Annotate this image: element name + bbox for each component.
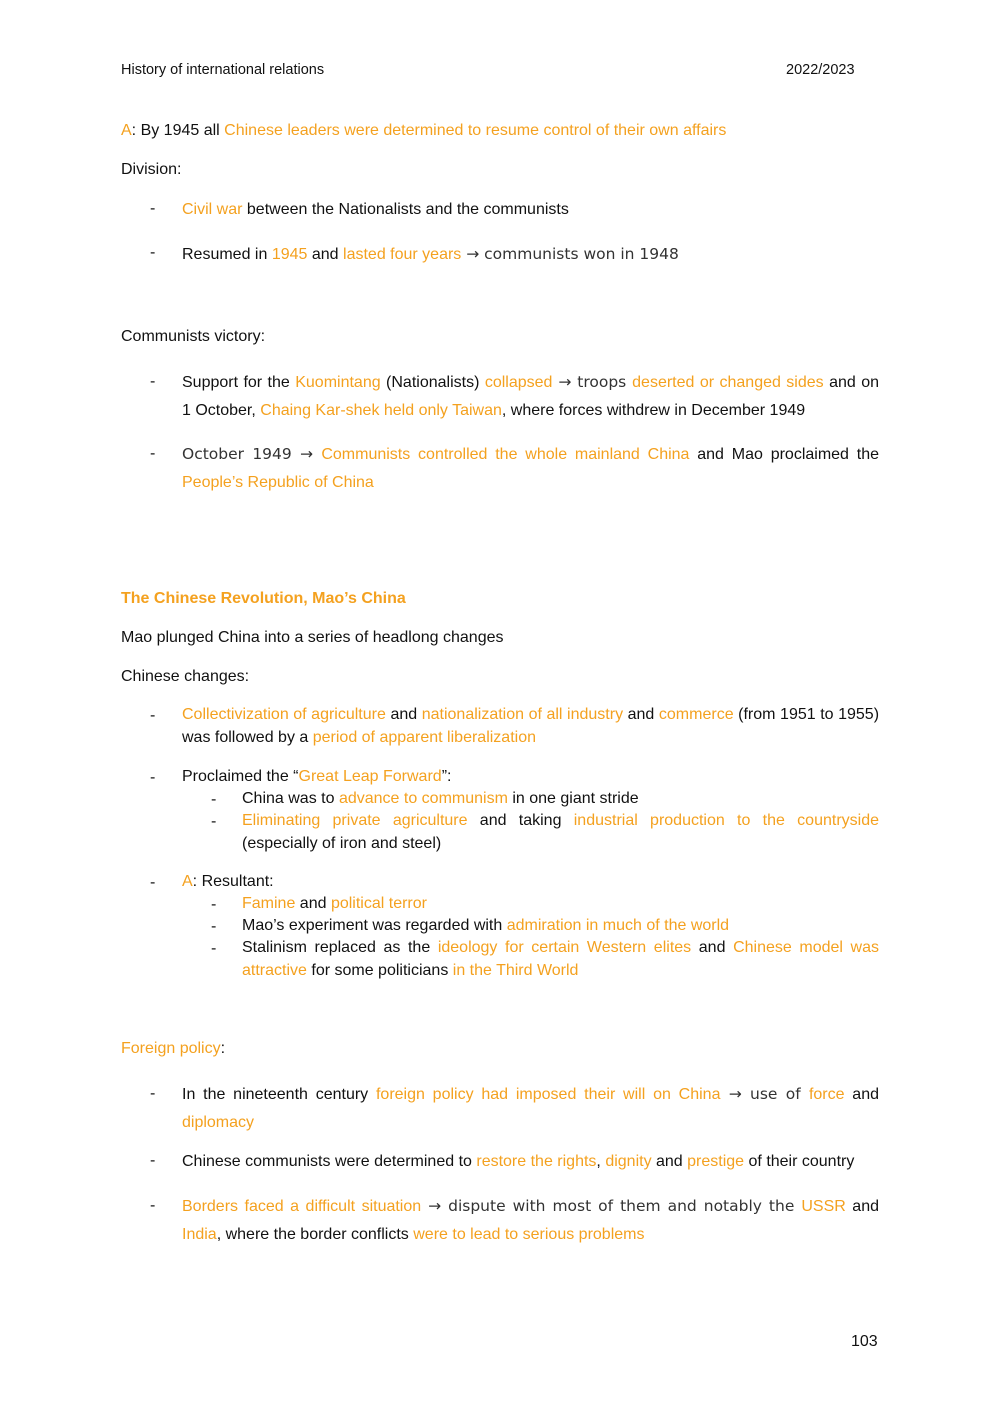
foreign-policy-label: Foreign policy: — [121, 1040, 226, 1057]
running-header-year: 2022/2023 — [786, 62, 855, 78]
annotation-a: A — [182, 873, 193, 890]
great-leap-sub-eliminating: Eliminating private agriculture and taking industrial production to the countryside (especially of iron and steel) — [242, 812, 879, 852]
resultant-sub-famine: Famine and political terror — [242, 895, 427, 912]
victory-label: Communists victory: — [121, 328, 266, 345]
annotation-a: A — [121, 122, 132, 139]
bullet-dash: - — [150, 1152, 156, 1169]
division-label: Division: — [121, 161, 182, 178]
bullet-dash: - — [150, 707, 156, 724]
sub-bullet-dash: - — [211, 791, 217, 808]
division-item-resumed: Resumed in 1945 and lasted four years → communists won in 1948 — [182, 245, 679, 263]
bullet-dash: - — [150, 874, 156, 891]
bullet-dash: - — [150, 373, 156, 390]
sub-bullet-dash: - — [211, 896, 217, 913]
revolution-intro: Mao plunged China into a series of headlong changes — [121, 629, 504, 646]
division-item-civil-war: Civil war between the Nationalists and the communists — [182, 201, 569, 218]
resultant-sub-admiration: Mao’s experiment was regarded with admiration in much of the world — [242, 917, 730, 934]
changes-item-great-leap: Proclaimed the “Great Leap Forward”: — [182, 768, 452, 785]
great-leap-sub-advance: China was to advance to communism in one giant stride — [242, 790, 639, 807]
bullet-dash: - — [150, 1197, 156, 1214]
bullet-dash: - — [150, 200, 156, 217]
intro-a-line: A: By 1945 all Chinese leaders were determined to resume control of their own affairs — [121, 122, 727, 139]
changes-label: Chinese changes: — [121, 668, 250, 685]
running-header-title: History of international relations — [121, 62, 325, 78]
foreign-item-nineteenth-century: In the nineteenth century foreign policy had imposed their will on China → use of force and diplomacy — [182, 1085, 880, 1131]
sub-bullet-dash: - — [211, 918, 217, 935]
foreign-item-restore-rights: Chinese communists were determined to restore the rights, dignity and prestige of their country — [182, 1153, 855, 1170]
sub-bullet-dash: - — [211, 940, 217, 957]
changes-item-resultant: A: Resultant: — [182, 873, 274, 890]
section-title: The Chinese Revolution, Mao’s China — [121, 590, 406, 607]
bullet-dash: - — [150, 1085, 156, 1102]
sub-bullet-dash: - — [211, 813, 217, 830]
bullet-dash: - — [150, 244, 156, 261]
resultant-sub-stalinism: Stalinism replaced as the ideology for certain Western elites and Chinese model was attractive for some politicians in the Third World — [242, 939, 880, 979]
victory-item-october-1949: October 1949 → Communists controlled the whole mainland China and Mao proclaimed the People’s Republic of China — [182, 445, 880, 491]
changes-item-collectivization: Collectivization of agriculture and nationalization of all industry and commerce (from 1951 to 1955) was followed by a period of apparent liberalization — [182, 706, 880, 746]
bullet-dash: - — [150, 445, 156, 462]
bullet-dash: - — [150, 769, 156, 786]
foreign-item-borders: Borders faced a difficult situation → dispute with most of them and notably the USSR and India, where the border conflicts were to lead to serious problems — [182, 1197, 880, 1243]
page-number: 103 — [851, 1333, 878, 1350]
victory-item-kuomintang: Support for the Kuomintang (Nationalists) collapsed → troops deserted or changed sides and on 1 October, Chaing Kar-shek held only Taiwan, where forces withdrew in December 1949 — [182, 373, 880, 419]
